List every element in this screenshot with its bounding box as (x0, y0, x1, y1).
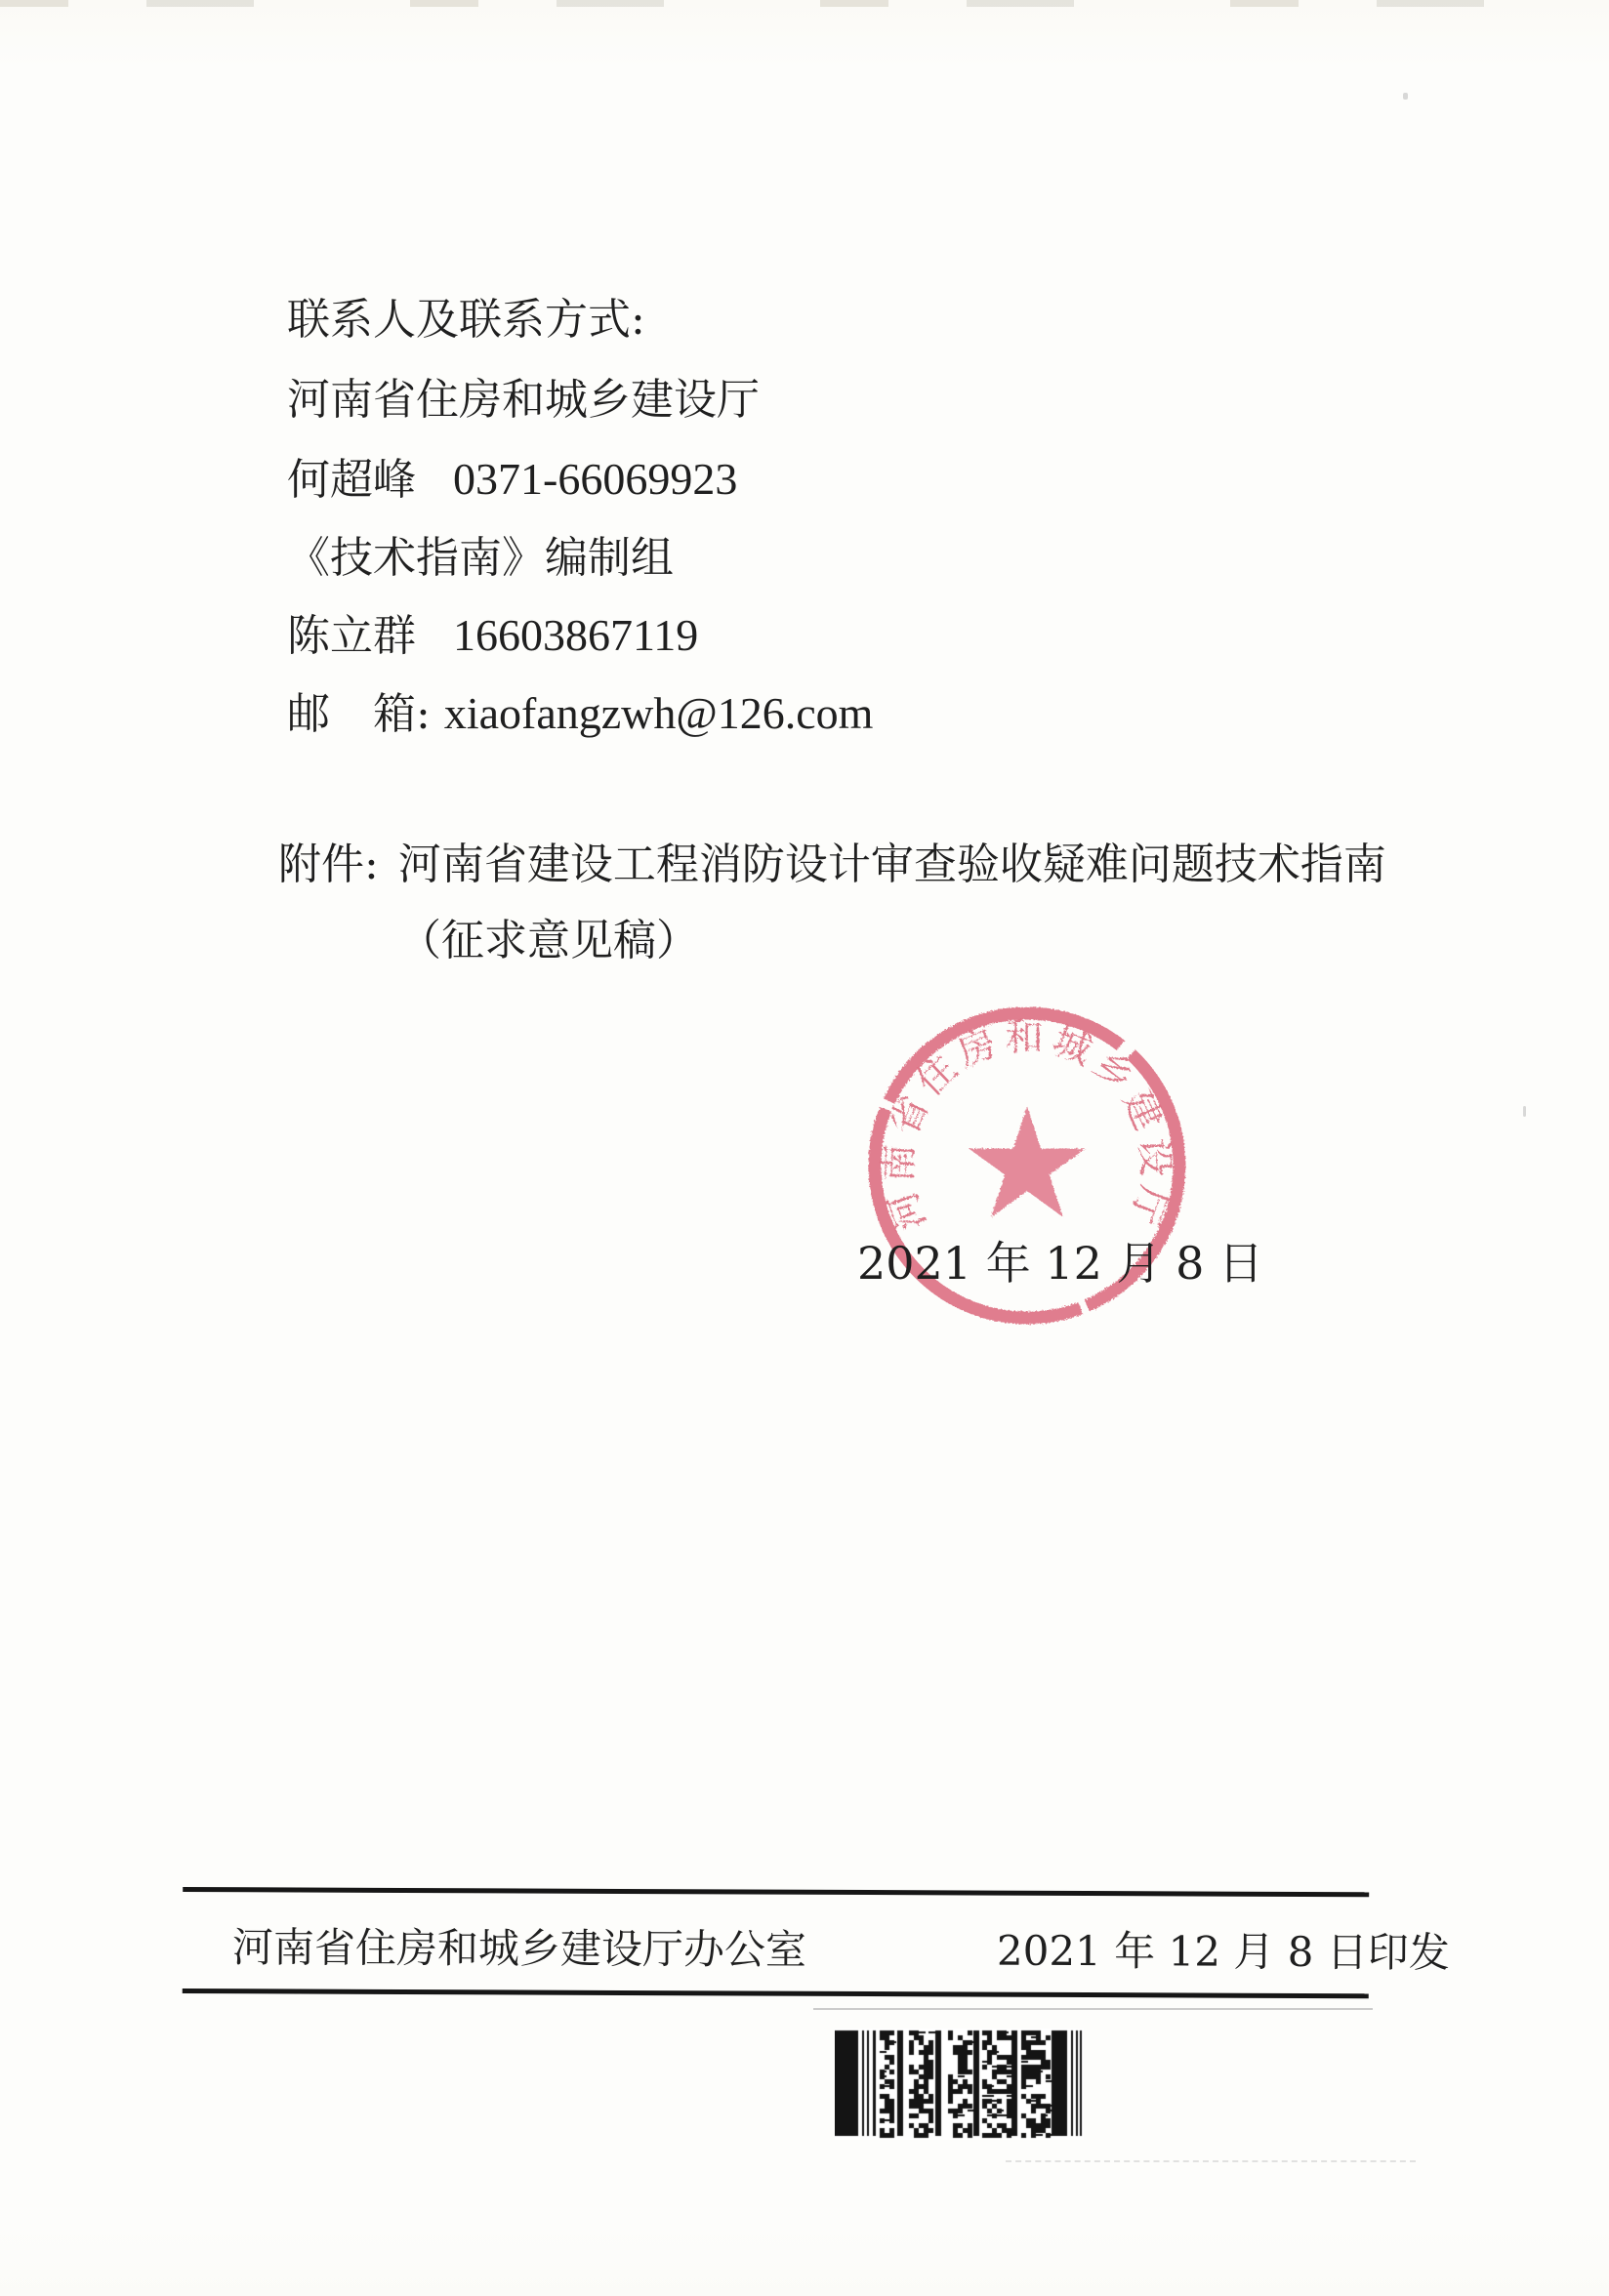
scan-faint-dashes (1006, 2160, 1416, 2162)
seal-star-icon (969, 1106, 1086, 1217)
document-barcode (835, 2029, 1084, 2140)
footer-top-rule (183, 1887, 1369, 1897)
contact-heading: 联系人及联系方式: (287, 295, 645, 345)
contact-person2-name: 陈立群 (287, 611, 416, 661)
contact-email-address: xiaofangzwh@126.com (443, 688, 874, 738)
attachment-label: 附件: (278, 840, 379, 889)
contact-person2-phone: 16603867119 (453, 610, 699, 660)
contact-email-label: 邮 箱: (287, 689, 431, 739)
contact-org: 河南省住房和城乡建设厅 (287, 375, 760, 425)
contact-person1-name: 何超峰 (287, 455, 416, 505)
document-date: 2021 年 12 月 8 日 (857, 1237, 1263, 1290)
seal-text: 河南省住房和城乡建设厅 (877, 1016, 1177, 1237)
scan-faint-line (813, 2008, 1373, 2010)
contact-person1-phone: 0371-66069923 (453, 454, 738, 504)
contact-group: 《技术指南》编制组 (287, 533, 674, 583)
footer-issue-date: 2021 年 12 月 8 日印发 (996, 1926, 1450, 1977)
attachment-title: 河南省建设工程消防设计审查验收疑难问题技术指南 (397, 840, 1386, 889)
footer-issuing-office: 河南省住房和城乡建设厅办公室 (231, 1923, 807, 1974)
footer-bottom-rule (183, 1988, 1369, 1998)
attachment-subtitle: （征求意见稿） (398, 916, 699, 965)
